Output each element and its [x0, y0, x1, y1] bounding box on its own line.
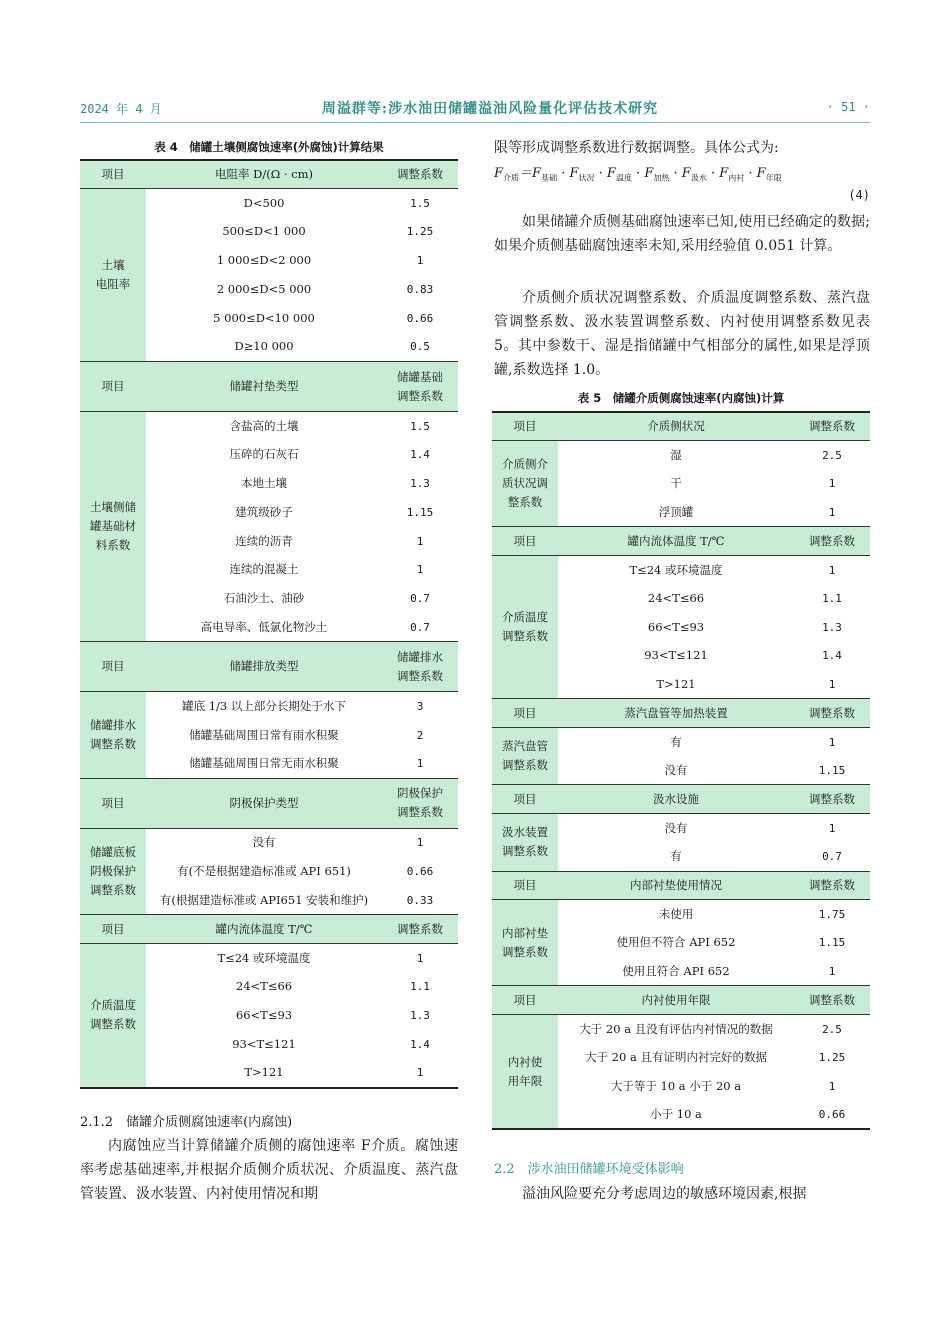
- row-group-label: 内衬使 用年限: [492, 1014, 558, 1129]
- coefficient-cell: 1: [416, 254, 424, 268]
- coefficient-cell: 1: [828, 735, 836, 749]
- row-group-label: 蒸汽盘管 调整系数: [492, 728, 558, 785]
- column-header: 项目: [492, 871, 558, 900]
- coefficient-cell: 1.25: [406, 225, 434, 239]
- left-paragraph-1: 内腐蚀应当计算储罐介质侧的腐蚀速率 F介质。腐蚀速率考虑基础速率,并根据介质侧介质状况、介质温度、蒸汽盘管装置、汲水装置、内衬使用情况和期: [80, 1138, 458, 1202]
- coefficient-cell: 1.4: [410, 1037, 430, 1051]
- header-rule: [80, 122, 870, 123]
- coefficient-cell: 0.5: [410, 340, 430, 354]
- column-header: 储罐基础 调整系数: [382, 362, 458, 412]
- condition-cell: 有: [670, 734, 682, 749]
- condition-cell: 有(不是根据建造标准或 API 651): [177, 864, 351, 879]
- table-header-row: [492, 412, 870, 441]
- table4: [80, 159, 458, 1089]
- condition-cell: 石油沙土、油砂: [223, 591, 305, 606]
- condition-cell: 2 000≤D<5 000: [216, 282, 312, 297]
- column-header: 储罐衬垫类型: [146, 362, 382, 412]
- table-row: [492, 555, 870, 584]
- condition-cell: 有(根据建造标准或 API651 安装和维护): [159, 892, 369, 907]
- coefficient-cell: 1.4: [410, 448, 430, 462]
- column-header: 阴极保护 调整系数: [382, 778, 458, 828]
- coefficient-cell: 0.7: [822, 849, 842, 863]
- condition-cell: 93<T≤121: [232, 1036, 296, 1051]
- table-row: [492, 441, 870, 470]
- table-row: [492, 814, 870, 843]
- condition-cell: 没有: [252, 835, 276, 850]
- coefficient-cell: 1: [828, 677, 836, 691]
- coefficient-cell: 1.5: [410, 419, 430, 433]
- column-header: 罐内流体温度 T/℃: [146, 915, 382, 944]
- coefficient-cell: 1: [416, 951, 424, 965]
- condition-cell: D<500: [243, 195, 285, 210]
- condition-cell: 连续的混凝土: [229, 562, 299, 577]
- table5-caption: 表 5 储罐介质侧腐蚀速率(内腐蚀)计算: [577, 391, 785, 405]
- table-header-row: [492, 871, 870, 900]
- coefficient-cell: 0.83: [406, 283, 434, 297]
- condition-cell: 储罐基础周围日常有雨水积聚: [189, 727, 339, 742]
- column-header: 电阻率 D/(Ω · cm): [146, 160, 382, 189]
- column-header: 项目: [492, 527, 558, 556]
- condition-cell: 高电导率、低氯化物沙土: [200, 619, 328, 634]
- table-header-row: [492, 699, 870, 728]
- condition-cell: 压碎的石灰石: [229, 447, 299, 462]
- column-header: 项目: [80, 642, 146, 692]
- table4-caption: 表 4 储罐土壤侧腐蚀速率(外腐蚀)计算结果: [154, 140, 384, 154]
- coefficient-cell: 0.66: [406, 865, 434, 879]
- condition-cell: 使用且符合 API 652: [622, 963, 730, 978]
- coefficient-cell: 1: [828, 563, 836, 577]
- row-group-label: 土壤侧储 罐基础材 料系数: [80, 412, 146, 642]
- condition-cell: 小于 10 a: [558, 1101, 794, 1130]
- row-group-label: 内部衬垫 调整系数: [492, 900, 558, 986]
- coefficient-cell: 1: [416, 563, 424, 577]
- column-header: 项目: [80, 915, 146, 944]
- issue-date: 2024 年 4 月: [80, 102, 162, 116]
- column-header: 调整系数: [382, 915, 458, 944]
- condition-cell: 5 000≤D<10 000: [213, 310, 315, 325]
- running-header: [80, 96, 870, 120]
- coefficient-cell: 1.3: [410, 1009, 430, 1023]
- coefficient-cell: 1.15: [818, 936, 846, 950]
- right-paragraph-4: 溢油风险要充分考虑周边的敏感环境因素,根据: [522, 1186, 807, 1202]
- column-header: 项目: [492, 699, 558, 728]
- column-header: 储罐排水 调整系数: [382, 642, 458, 692]
- table-header-row: [80, 642, 458, 692]
- coefficient-cell: 2.5: [822, 1022, 842, 1036]
- condition-cell: 本地土壤: [241, 476, 287, 491]
- section-2-1-2-heading: 2.1.2 储罐介质侧腐蚀速率(内腐蚀): [80, 1115, 293, 1130]
- column-header: 调整系数: [794, 412, 870, 441]
- coefficient-cell: 3: [416, 700, 424, 714]
- coefficient-cell: 2: [416, 728, 424, 742]
- column-header: 调整系数: [794, 699, 870, 728]
- coefficient-cell: 1.3: [822, 620, 842, 634]
- condition-cell: 湿: [670, 447, 682, 462]
- column-header: 阴极保护类型: [146, 778, 382, 828]
- condition-cell: 未使用: [658, 906, 694, 921]
- column-header: 项目: [492, 785, 558, 814]
- condition-cell: 大于等于 10 a 小于 20 a: [610, 1078, 742, 1093]
- coefficient-cell: 1: [828, 821, 836, 835]
- column-header: 介质侧状况: [558, 412, 794, 441]
- coefficient-cell: 1: [416, 757, 424, 771]
- right-paragraph-2: 如果储罐介质侧基础腐蚀速率已知,使用已经确定的数据;如果介质侧基础腐蚀速率未知,采用经验值 0.051 计算。: [494, 214, 870, 254]
- table-row: [492, 728, 870, 757]
- table-row: [80, 944, 458, 973]
- page-number: · 51 ·: [826, 100, 870, 114]
- coefficient-cell: 1.1: [822, 591, 842, 605]
- running-title: 周溢群等:涉水油田储罐溢油风险量化评估技术研究: [321, 101, 659, 117]
- column-header: 内衬使用年限: [558, 986, 794, 1015]
- coefficient-cell: 1: [416, 836, 424, 850]
- condition-cell: 24<T≤66: [235, 979, 293, 994]
- table-header-row: [492, 986, 870, 1015]
- table-header-row: [80, 362, 458, 412]
- section-2-2-heading: 2.2 涉水油田储罐环境受体影响: [494, 1162, 684, 1177]
- coefficient-cell: 1.75: [818, 907, 846, 921]
- coefficient-cell: 0.66: [794, 1101, 870, 1130]
- column-header: 储罐排放类型: [146, 642, 382, 692]
- condition-cell: 93<T≤121: [644, 648, 708, 663]
- column-header: 蒸汽盘管等加热装置: [558, 699, 794, 728]
- row-group-label: 储罐排水 调整系数: [80, 692, 146, 778]
- condition-cell: 66<T≤93: [647, 619, 705, 634]
- condition-cell: 24<T≤66: [647, 590, 705, 605]
- equation-number: (4): [848, 188, 870, 202]
- table-header-row: [492, 785, 870, 814]
- coefficient-cell: 2.5: [822, 448, 842, 462]
- coefficient-cell: 1.5: [410, 196, 430, 210]
- table-header-row: [80, 915, 458, 944]
- condition-cell: 没有: [664, 820, 688, 835]
- column-header: 调整系数: [794, 527, 870, 556]
- coefficient-cell: 1: [828, 964, 836, 978]
- coefficient-cell: 0.66: [406, 311, 434, 325]
- condition-cell: T≤24 或环境温度: [217, 950, 311, 965]
- table-row: [492, 1014, 870, 1043]
- condition-cell: 500≤D<1 000: [222, 224, 306, 239]
- condition-cell: 罐底 1/3 以上部分长期处于水下: [182, 699, 346, 714]
- coefficient-cell: 0.33: [406, 893, 434, 907]
- column-header: 项目: [492, 412, 558, 441]
- condition-cell: 没有: [664, 762, 688, 777]
- formula-4: $F_{介质}=F_{基础} \cdot F_{状况} \cdot F_{温度} \cdot F_{加热} \cdot F_{汲水} \cdot F_{内衬} \cdot F_{年限}$: [494, 166, 782, 183]
- coefficient-cell: 0.7: [410, 620, 430, 634]
- coefficient-cell: 0.7: [410, 592, 430, 606]
- coefficient-cell: 1.15: [818, 763, 846, 777]
- condition-cell: T>121: [656, 676, 696, 691]
- table-row: [80, 412, 458, 441]
- table-header-row: [492, 527, 870, 556]
- row-group-label: 储罐底板 阴极保护 调整系数: [80, 828, 146, 914]
- column-header: 项目: [80, 362, 146, 412]
- coefficient-cell: 1.4: [822, 649, 842, 663]
- table-header-row: [80, 160, 458, 189]
- column-header: 调整系数: [794, 785, 870, 814]
- condition-cell: 有: [670, 848, 682, 863]
- coefficient-cell: 1: [828, 1079, 836, 1093]
- condition-cell: 储罐基础周围日常无雨水积聚: [189, 756, 339, 771]
- condition-cell: 66<T≤93: [235, 1008, 293, 1023]
- condition-cell: 大于 20 a 且没有评估内衬情况的数据: [579, 1021, 773, 1036]
- row-group-label: 汲水装置 调整系数: [492, 814, 558, 871]
- condition-cell: 干: [670, 476, 682, 491]
- row-group-label: 介质侧介 质状况调 整系数: [492, 441, 558, 527]
- condition-cell: 大于 20 a 且有证明内衬完好的数据: [585, 1049, 767, 1064]
- column-header: 内部衬垫使用情况: [558, 871, 794, 900]
- condition-cell: 连续的沥青: [235, 533, 293, 548]
- coefficient-cell: 1.25: [818, 1050, 846, 1064]
- column-header: 罐内流体温度 T/℃: [558, 527, 794, 556]
- row-group-label: 介质温度 调整系数: [492, 555, 558, 698]
- column-header: 调整系数: [794, 986, 870, 1015]
- table-row: [80, 692, 458, 721]
- coefficient-cell: 1.3: [410, 477, 430, 491]
- row-group-label: 介质温度 调整系数: [80, 944, 146, 1088]
- coefficient-cell: 1: [382, 1059, 458, 1088]
- condition-cell: T>121: [146, 1059, 382, 1088]
- row-group-label: 土壤 电阻率: [80, 189, 146, 362]
- coefficient-cell: 1.1: [410, 980, 430, 994]
- table-row: [80, 828, 458, 857]
- column-header: 项目: [80, 778, 146, 828]
- coefficient-cell: 1: [416, 534, 424, 548]
- table-row: [492, 900, 870, 929]
- table-header-row: [80, 778, 458, 828]
- right-paragraph-1: 限等形成调整系数进行数据调整。具体公式为:: [494, 140, 779, 156]
- condition-cell: D≥10 000: [234, 339, 294, 354]
- column-header: 调整系数: [794, 871, 870, 900]
- condition-cell: 使用但不符合 API 652: [616, 935, 736, 950]
- table5: [492, 411, 870, 1130]
- coefficient-cell: 1.15: [406, 505, 434, 519]
- table-row: [80, 189, 458, 218]
- condition-cell: 1 000≤D<2 000: [216, 253, 312, 268]
- coefficient-cell: 1: [828, 477, 836, 491]
- condition-cell: 浮顶罐: [658, 504, 694, 519]
- column-header: 调整系数: [382, 160, 458, 189]
- column-header: 汲水设施: [558, 785, 794, 814]
- coefficient-cell: 1: [828, 505, 836, 519]
- condition-cell: 建筑级砂子: [235, 504, 293, 519]
- column-header: 项目: [80, 160, 146, 189]
- right-paragraph-3: 介质侧介质状况调整系数、介质温度调整系数、蒸汽盘管调整系数、汲水装置调整系数、内衬使用调整系数见表 5。其中参数干、湿是指储罐中气相部分的属性,如果是浮顶罐,系数选择 1.0。: [494, 290, 870, 378]
- column-header: 项目: [492, 986, 558, 1015]
- condition-cell: 含盐高的土壤: [229, 418, 299, 433]
- condition-cell: T≤24 或环境温度: [629, 562, 723, 577]
